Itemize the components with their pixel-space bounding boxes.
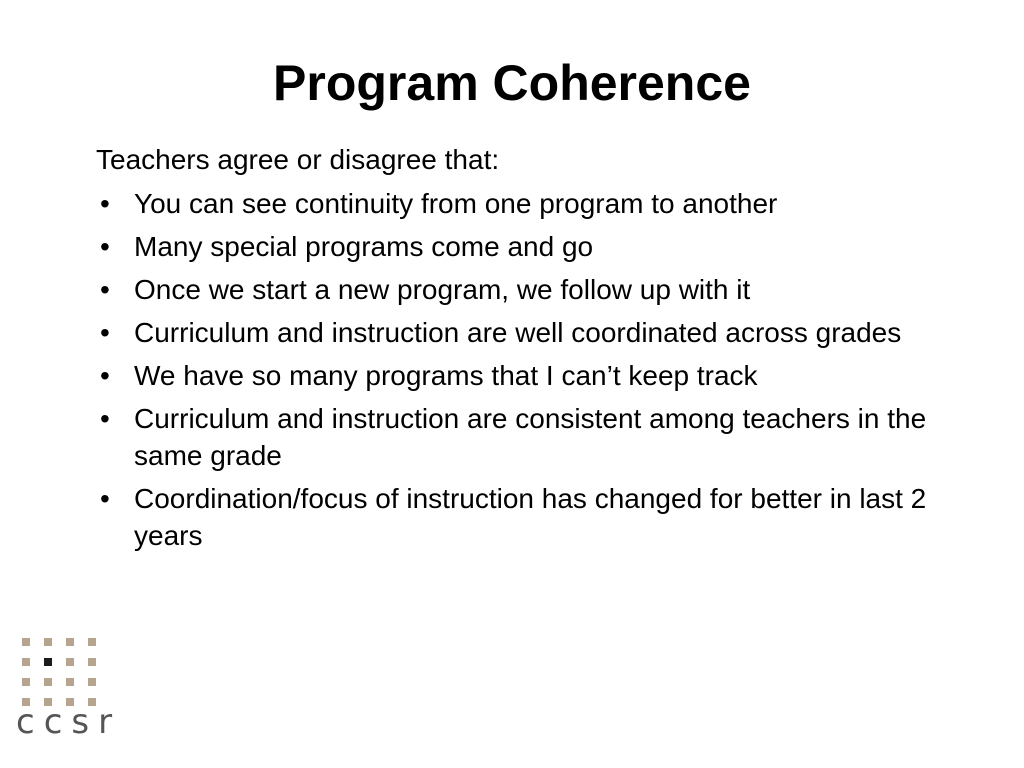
bullet-item	[96, 228, 956, 265]
logo-dot	[66, 638, 74, 646]
logo-dot	[44, 638, 52, 646]
logo-dot	[22, 638, 30, 646]
logo-dot	[88, 658, 96, 666]
bullet-icon: •	[100, 403, 110, 434]
bullet-icon: •	[100, 274, 110, 305]
bullet-icon: •	[100, 317, 110, 348]
bullet-text: We have so many programs that I can’t keep track	[134, 360, 758, 391]
logo-dot	[66, 678, 74, 686]
bullet-list	[96, 185, 956, 554]
bullet-icon: •	[100, 360, 110, 391]
bullet-item	[96, 480, 956, 554]
slide-body	[96, 141, 956, 560]
bullet-item	[96, 357, 956, 394]
bullet-text: You can see continuity from one program to another	[134, 188, 778, 219]
bullet-item	[96, 400, 956, 474]
intro-text: Teachers agree or disagree that:	[96, 144, 500, 175]
logo-dot	[44, 678, 52, 686]
bullet-icon: •	[100, 231, 110, 262]
ccsr-logo	[16, 634, 122, 744]
slide-title: Program Coherence	[273, 55, 751, 111]
logo-dot	[22, 658, 30, 666]
bullet-icon: •	[100, 188, 110, 219]
bullet-text: Coordination/focus of instruction has changed for better in last 2 years	[134, 483, 927, 551]
bullet-icon: •	[100, 483, 110, 514]
logo-dot	[88, 678, 96, 686]
bullet-item	[96, 314, 956, 351]
bullet-text: Once we start a new program, we follow up with it	[134, 274, 751, 305]
logo-dot	[88, 638, 96, 646]
bullet-text: Many special programs come and go	[134, 231, 594, 262]
logo-text: ccsr	[16, 702, 122, 742]
logo-dot	[66, 658, 74, 666]
logo-dot-dark	[44, 658, 52, 666]
logo-dot-grid	[22, 638, 96, 706]
bullet-text: Curriculum and instruction are consistent among teachers in the same grade	[134, 403, 927, 471]
bullet-text: Curriculum and instruction are well coordinated across grades	[134, 317, 902, 348]
bullet-item	[96, 185, 956, 222]
bullet-item	[96, 271, 956, 308]
logo-dot	[22, 678, 30, 686]
